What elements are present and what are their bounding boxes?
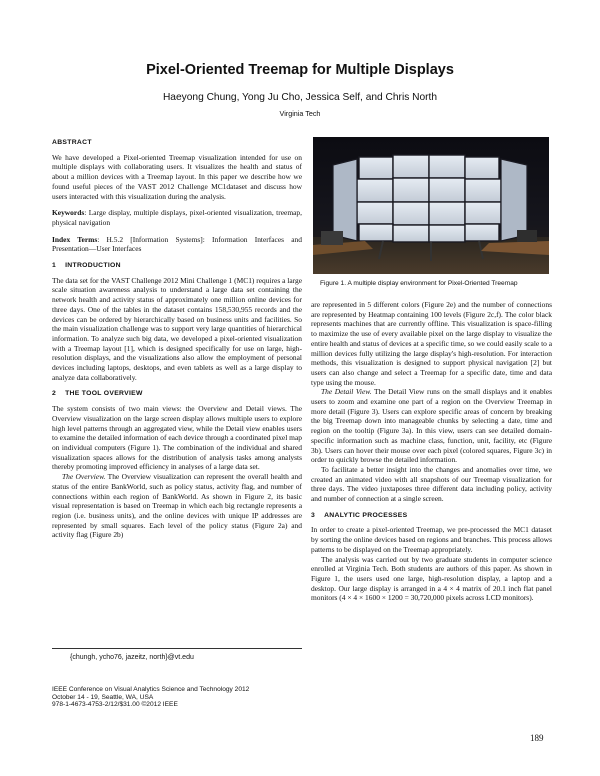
detail-view-text: The Detail View runs on the small displays and it enables users to zoom and examine one part of a region on the Overview Treemap in more detail (Figure 3). Users can explore specific areas of concern by breaking the big Treemap down into manageable chunks by selecting a date, time and region on the tooltip (Figure 3a). In this view, users can see detailed domain-specific information such as machine class, function, unit, facility, etc (Figure 3b). Users can hover their mouse over each pixel (colored squares, Figure 3c) in order to quickly browse the detailed information. [311,387,552,465]
index-terms-label: Index Terms [52,234,98,244]
page-number: 189 [530,733,544,743]
paper-title: Pixel-Oriented Treemap for Multiple Displays [146,62,454,78]
section-3-number: 3 [311,511,316,519]
keywords-text: : Large display, multiple displays, pixel-oriented visualization, treemap, physical navigation [52,208,302,227]
conference-line-3: 978-1-4673-4753-2/12/$31.00 ©2012 IEEE [52,701,178,709]
section-3-title: ANALYTIC PROCESSES [324,511,408,519]
monitor-wall [333,155,527,242]
section-2-heading [52,389,302,399]
author-email: {chungh, ycho76, jazeitz, north}@vt.edu [70,654,194,661]
section-2-paragraph-1: The system consists of two main views: the Overview and Detail views. The Overview visualization on the large screen display allows multiple users to explore high level patterns through an aggregated view, while the Detail view enables users to examine the detailed information of each device through a coordinated pixel map on individual computers (Figure 1). The combination of the individual and shared visualization spaces allows for the distribution of analysis tasks among analysts thereby promoting improved efficiency in analyses of a large data set. [52,404,302,472]
right-column [311,300,552,603]
detail-view-label: The Detail View. [321,387,372,397]
overview-label: The Overview. [62,472,106,482]
section-2-paragraph-4 [311,387,552,465]
section-2-title: THE TOOL OVERVIEW [65,390,143,398]
index-terms-text: : H.5.2 [Information Systems]: Information Interfaces and Presentation—User Interfaces [52,234,302,254]
section-2-number: 2 [52,390,57,398]
index-terms [52,235,302,254]
section-1-title: INTRODUCTION [65,262,121,270]
keywords-label: Keywords [52,208,85,218]
section-2-paragraph-3: are represented in 5 different colors (Figure 2e) and the number of connections are represented by Heatmap containing 100 levels (Figure 2c,f). The color black represents machines that are currently offline. This visualization is space-filling to maximize the use of every available pixel on the large display to visualize the entire health and status of devices at a specific time, so we could easily scale to a million devices fully utilizing the large display's high-resolution. For interaction methods, this visualization is designed to support physical navigation [2] but users can also change and select a Treemap for a specific date, time and data type using the mouse. [311,300,553,387]
conference-line-2: October 14 - 19, Seattle, WA, USA [52,693,154,701]
section-2-paragraph-2 [52,472,302,540]
conference-info [52,686,302,709]
section-1-number: 1 [52,262,57,270]
affiliation: Virginia Tech [279,109,321,118]
figure-1-caption: Figure 1. A multiple display environment for Pixel-Oriented Treemap [320,280,518,287]
abstract-heading: ABSTRACT [52,139,92,146]
section-3-paragraph-2: The analysis was carried out by two graduate students in computer science enrolled at Virginia Tech. Both students are authors of this paper. As shown in Figure 1, the users used one large, high-resolution display, a laptop and a desktop. Our large display is arranged in a 4 × 4 matrix of 20.1 inch flat panel monitors (4 × 4 × 1600 × 1200 = 30,720,000 pixels across LCD monitors). [311,554,552,603]
footnote-rule [52,648,302,649]
conference-line-1: IEEE Conference on Visual Analytics Science and Technology 2012 [52,686,250,693]
section-1-paragraph: The data set for the VAST Challenge 2012 Mini Challenge 1 (MC1) requires a large scale situation awareness analysis to understand a large data set containing the network health and activity status of approximately one million online devices for three days. One of the tables in the dataset contains 158,530,955 records and the devices can be ordered by hierarchically based on business units and facilities. So the main visualization challenge was to support very large quantities of hierarchical information. To analyze such big data, we developed a pixel-oriented visualization with a Treemap layout [1], which is designed specifically for use on large, high-resolution displays, and the visualizations also allow the employment of personal devices including laptops, desktops, and even tablets as well as a large display to analyze data collaboratively. [52,275,302,382]
abstract-text: We have developed a Pixel-oriented Treemap visualization intended for use on multiple displays with collaborating users. It visualizes the health and status of about a million devices with a Treemap layout. In this paper we describe how we found useful pieces of the VAST 2012 Challenge MC1dataset and discuss how users interacted with this visualization during the analysis. [52,152,302,201]
display-wall-illustration [313,137,549,274]
section-2-paragraph-5: To facilitate a better insight into the changes and anomalies over time, we created an animated video with all snapshots of our Treemap visualization for three days. The video juxtaposes three different data including policy, activity and number of connection at a single screen. [311,464,552,504]
overview-text: The Overview visualization can represent the overall health and status of the entire BankWorld, such as policy status, activity flag, and number of connections within each region of BankWorld. As shown in Figure 2, its basic visual representation is based on Treemap in which each big rectangle represents a region (i.e. business units), and the online devices with unique IP addresses are represented by small squares. Each level of the policy status (Figure 2a) and activity flag (Figure 2b) [52,472,302,540]
keywords [52,208,302,227]
figure-1-photo [313,137,549,274]
section-3-paragraph-1: In order to create a pixel-oriented Treemap, we pre-processed the MC1 dataset by sorting the online devices based on regions and branches. This process allows patterns to be displayed on the Treemap appropriately. [311,525,552,554]
left-column [52,138,302,540]
author-list: Haeyong Chung, Yong Ju Cho, Jessica Self, and Chris North [162,92,438,103]
section-1-heading [52,261,302,271]
section-3-heading [311,511,552,521]
